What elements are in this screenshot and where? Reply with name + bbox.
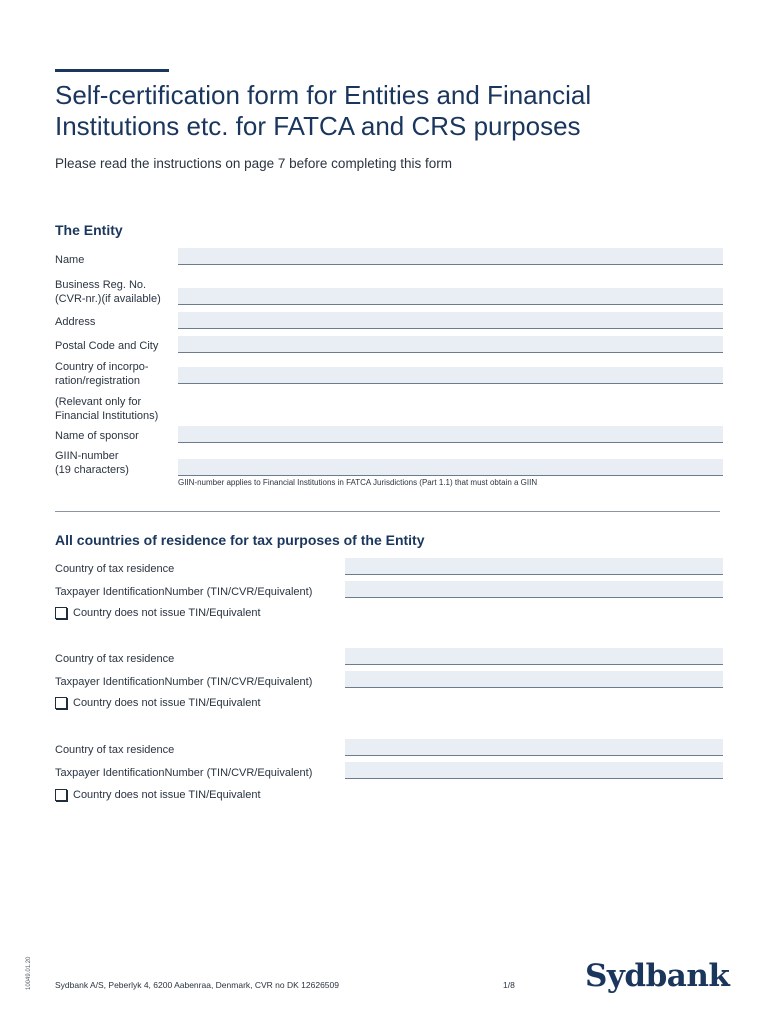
tin-input[interactable] <box>345 673 723 689</box>
tax-country-label: Country of tax residence <box>55 653 175 665</box>
relevant-note-label <box>55 395 158 423</box>
tax-country-input[interactable] <box>345 741 723 757</box>
tin-label: Taxpayer IdentificationNumber (TIN/CVR/Equivalent) <box>55 676 313 688</box>
country-incorporation-label <box>55 360 149 388</box>
tin-field[interactable] <box>345 581 723 598</box>
footer-address: Sydbank A/S, Peberlyk 4, 6200 Aabenraa, Denmark, CVR no DK 12626509 <box>55 980 339 990</box>
postal-field[interactable] <box>178 336 723 353</box>
tax-country-field[interactable] <box>345 558 723 575</box>
business-reg-label <box>55 278 161 306</box>
no-tin-label: Country does not issue TIN/Equivalent <box>73 607 261 619</box>
residence-section-heading: All countries of residence for tax purposes of the Entity <box>55 532 425 548</box>
page-number: 1/8 <box>503 980 515 990</box>
giin-field[interactable] <box>178 459 723 476</box>
tin-input[interactable] <box>345 764 723 780</box>
no-tin-label: Country does not issue TIN/Equivalent <box>73 789 261 801</box>
name-label: Name <box>55 254 85 266</box>
no-tin-option[interactable] <box>55 697 261 709</box>
no-tin-checkbox[interactable] <box>55 789 67 801</box>
business-reg-label-line2: (CVR-nr.)(if available) <box>55 293 161 305</box>
document-code: 10049.01.20 <box>26 956 32 990</box>
giin-label-line1: GIIN-number <box>55 450 119 462</box>
page-subtitle: Please read the instructions on page 7 before completing this form <box>55 156 452 171</box>
tax-country-input[interactable] <box>345 560 723 576</box>
business-reg-field[interactable] <box>178 288 723 305</box>
name-input[interactable] <box>178 250 723 266</box>
business-reg-input[interactable] <box>178 290 723 306</box>
tin-field[interactable] <box>345 762 723 779</box>
sponsor-input[interactable] <box>178 428 723 444</box>
sponsor-field[interactable] <box>178 426 723 443</box>
address-label: Address <box>55 316 96 328</box>
business-reg-label-line1: Business Reg. No. <box>55 279 147 291</box>
section-divider <box>55 511 720 512</box>
tin-input[interactable] <box>345 583 723 599</box>
country-incorporation-field[interactable] <box>178 367 723 384</box>
sydbank-logo: Sydbank <box>585 958 730 994</box>
no-tin-option[interactable] <box>55 789 261 801</box>
tax-country-label: Country of tax residence <box>55 563 175 575</box>
postal-input[interactable] <box>178 338 723 354</box>
tax-country-field[interactable] <box>345 739 723 756</box>
tax-country-field[interactable] <box>345 648 723 665</box>
page-title: Self-certification form for Entities and Financial Institutions etc. for FATCA and CRS purposes <box>55 80 592 141</box>
no-tin-checkbox[interactable] <box>55 697 67 709</box>
relevant-note-line1: (Relevant only for <box>55 396 142 408</box>
giin-note: GIIN-number applies to Financial Institutions in FATCA Jurisdictions (Part 1.1) that must obtain a GIIN <box>178 478 538 487</box>
tin-label: Taxpayer IdentificationNumber (TIN/CVR/Equivalent) <box>55 586 313 598</box>
tin-field[interactable] <box>345 671 723 688</box>
address-field[interactable] <box>178 312 723 329</box>
giin-input[interactable] <box>178 461 723 477</box>
country-incorporation-label-line1: Country of incorpo- <box>55 361 149 373</box>
no-tin-option[interactable] <box>55 607 261 619</box>
sponsor-label: Name of sponsor <box>55 430 139 442</box>
tin-label: Taxpayer IdentificationNumber (TIN/CVR/Equivalent) <box>55 767 313 779</box>
name-field[interactable] <box>178 248 723 265</box>
tax-country-input[interactable] <box>345 650 723 666</box>
giin-label-line2: (19 characters) <box>55 464 129 476</box>
postal-label: Postal Code and City <box>55 340 159 352</box>
country-incorporation-label-line2: ration/registration <box>55 375 140 387</box>
address-input[interactable] <box>178 314 723 330</box>
no-tin-checkbox[interactable] <box>55 607 67 619</box>
entity-section-heading: The Entity <box>55 222 123 238</box>
relevant-note-line2: Financial Institutions) <box>55 410 159 422</box>
no-tin-label: Country does not issue TIN/Equivalent <box>73 697 261 709</box>
giin-label <box>55 449 129 477</box>
tax-country-label: Country of tax residence <box>55 744 175 756</box>
country-incorporation-input[interactable] <box>178 369 723 385</box>
title-accent-rule <box>55 69 169 72</box>
